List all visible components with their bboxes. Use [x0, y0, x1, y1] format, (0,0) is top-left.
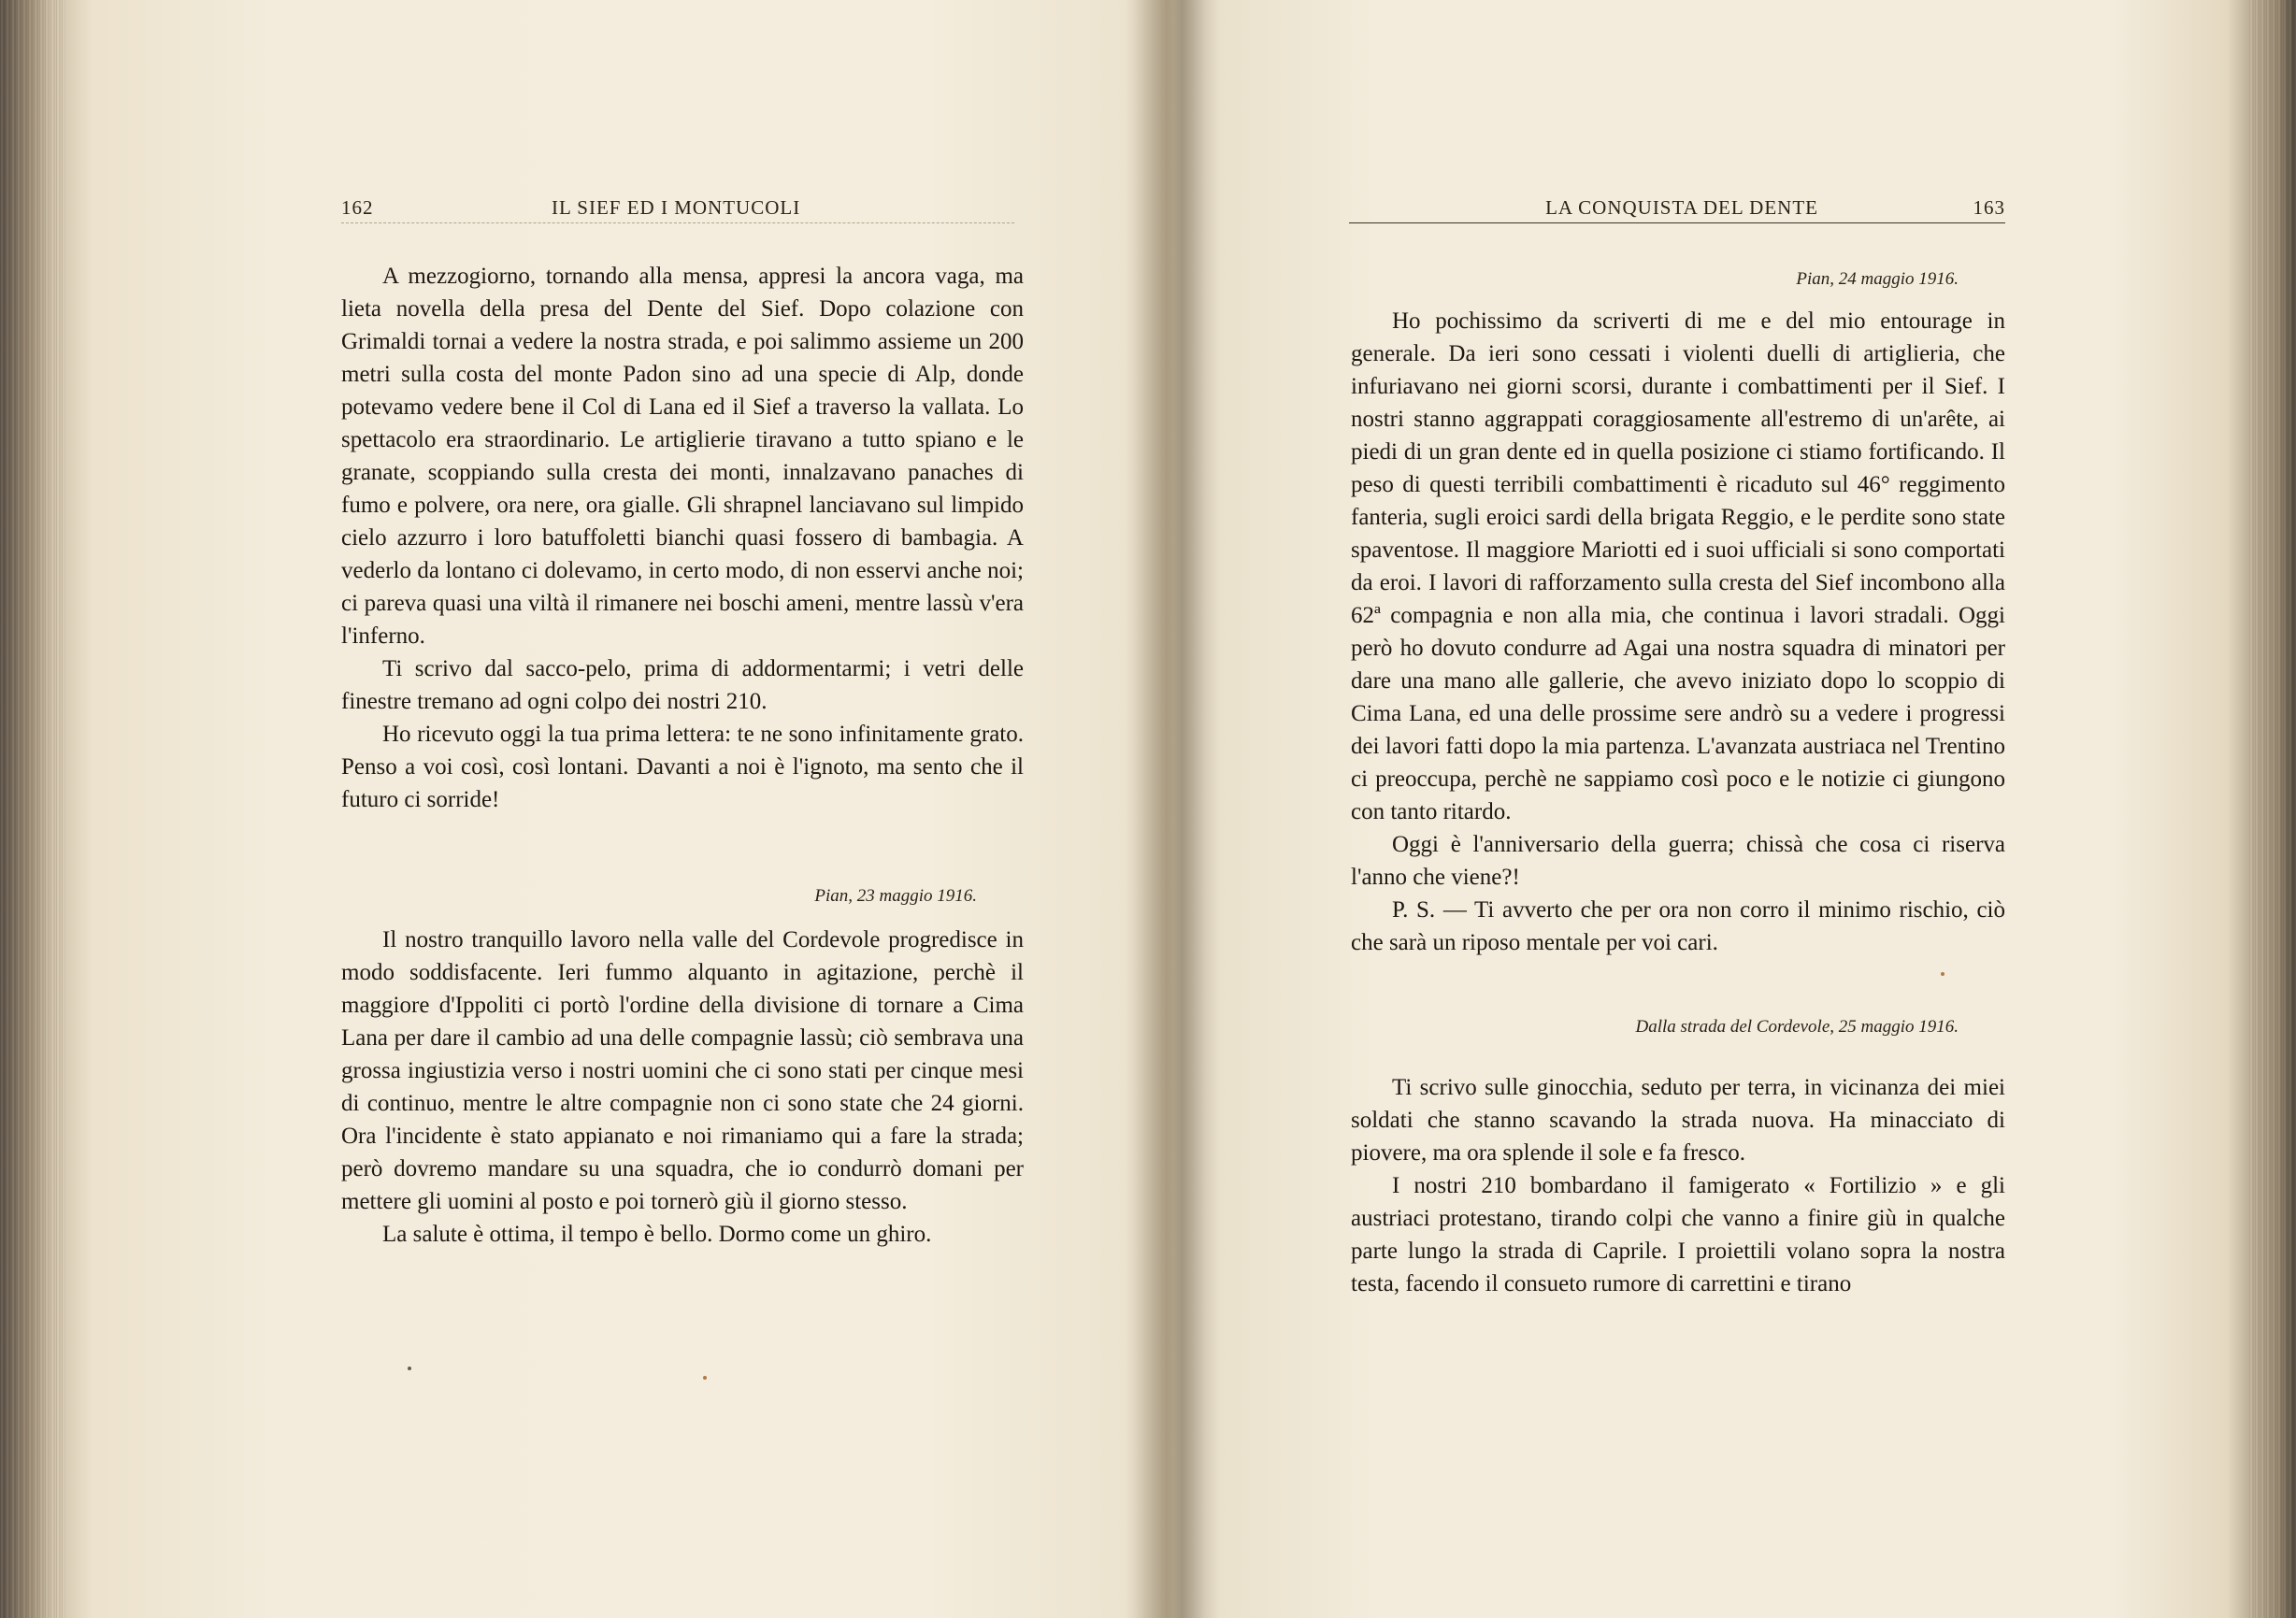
left-running-title: IL SIEF ED I MONTUCOLI	[552, 196, 801, 219]
left-section-1	[341, 260, 1024, 816]
right-dateline-2: Dalla strada del Cordevole, 25 maggio 1916.	[1635, 1017, 1959, 1037]
left-section-2	[341, 924, 1024, 1251]
paragraph: Ti scrivo sulle ginocchia, seduto per terra, in vicinanza dei miei soldati che stanno scavando la strada nuova. Ha minacciato di piovere, ma ora splende il sole e fa fresco.	[1351, 1075, 2005, 1166]
right-page-edges	[2249, 0, 2296, 1618]
right-section-2	[1351, 1071, 2005, 1300]
left-header-rule	[341, 222, 1014, 223]
paper-speck	[703, 1376, 707, 1380]
right-dateline-1: Pian, 24 maggio 1916.	[1796, 269, 1959, 289]
paragraph: P. S. — Ti avverto che per ora non corro il minimo rischio, ciò che sarà un riposo mentale per voi cari.	[1351, 897, 2005, 955]
right-header-rule	[1349, 222, 2005, 223]
right-running-title: LA CONQUISTA DEL DENTE	[1545, 196, 1818, 219]
paragraph: Ti scrivo dal sacco-pelo, prima di addormentarmi; i vetri delle finestre tremano ad ogni colpo dei nostri 210.	[341, 656, 1024, 714]
paper-speck	[408, 1367, 411, 1370]
paragraph: La salute è ottima, il tempo è bello. Dormo come un ghiro.	[382, 1222, 932, 1247]
paragraph: I nostri 210 bombardano il famigerato « Fortilizio » e gli austriaci protestano, tirando colpi che vanno a finire giù in qualche parte lungo la strada di Caprile. I proiettili volano sopra la nostra testa, facendo il consueto rumore di carrettini e tirano	[1351, 1173, 2005, 1296]
book-gutter	[1136, 0, 1220, 1618]
paper-speck	[1941, 972, 1944, 976]
left-page	[341, 0, 1024, 1618]
right-section-1	[1351, 305, 2005, 959]
left-page-edges	[0, 0, 65, 1618]
left-page-number: 162	[341, 196, 374, 219]
paragraph: Ho ricevuto oggi la tua prima lettera: te ne sono infinitamente grato. Penso a voi così, così lontani. Davanti a noi è l'ignoto, ma sento che il futuro ci sorride!	[341, 722, 1024, 812]
paragraph: Oggi è l'anniversario della guerra; chissà che cosa ci riserva l'anno che viene?!	[1351, 832, 2005, 890]
paragraph: Il nostro tranquillo lavoro nella valle del Cordevole progredisce in modo soddisfacente. Ieri fummo alquanto in agitazione, perchè il maggiore d'Ippoliti ci portò l'ordine della divisione di tornare a Cima Lana per dare il cambio ad una delle compagnie lassù; ciò sembrava una grossa ingiustizia verso i nostri uomini che ci sono stati per cinque mesi di continuo, mentre le altre compagnie non ci sono state che 24 giorni. Ora l'incidente è stato appianato e noi rimaniamo qui a fare la strada; però dovremo mandare su una squadra, che io condurrò domani per mettere gli uomini al posto e poi tornerò giù il giorno stesso.	[341, 927, 1024, 1214]
paragraph: A mezzogiorno, tornando alla mensa, appresi la ancora vaga, ma lieta novella della presa del Dente del Sief. Dopo colazione con Grimaldi tornai a vedere la nostra strada, e poi salimmo assieme un 200 metri sulla costa del monte Padon sino ad una specie di Alp, donde potevamo vedere bene il Col di Lana ed il Sief a traverso la vallata. Lo spettacolo era straordinario. Le artiglierie tiravano a tutto spiano e le granate, scoppiando sulla cresta dei monti, innalzavano panaches di fumo e polvere, ora nere, ora gialle. Gli shrapnel lanciavano sul limpido cielo azzurro i loro batuffoletti bianchi quasi fossero di bambagia. A vederlo da lontano ci dolevamo, in certo modo, di non esservi anche noi; ci pareva quasi una viltà il rimanere nei boschi ameni, mentre lassù v'era l'inferno.	[341, 264, 1024, 649]
right-page-number: 163	[1973, 196, 2005, 219]
left-dateline: Pian, 23 maggio 1916.	[814, 886, 977, 906]
paragraph: Ho pochissimo da scriverti di me e del mio entourage in generale. Da ieri sono cessati i violenti duelli di artiglieria, che infuriavano nei giorni scorsi, durante i combattimenti per il Sief. I nostri stanno aggrappati coraggiosamente all'estremo di un'arête, ai piedi di un gran dente ed in quella posizione ci stiamo fortificando. Il peso di questi terribili combattimenti è ricaduto sul 46° reggimento fanteria, sugli eroici sardi della brigata Reggio, e le perdite sono state spaventose. Il maggiore Mariotti ed i suoi ufficiali si sono comportati da eroi. I lavori di rafforzamento sulla cresta del Sief incombono alla 62ª compagnia e non alla mia, che continua i lavori stradali. Oggi però ho dovuto condurre ad Agai una nostra squadra di minatori per dare una mano alle gallerie, che avevo iniziato dopo lo scoppio di Cima Lana, ed una delle prossime sere andrò su a vedere i progressi dei lavori fatti dopo la mia partenza. L'avanzata austriaca nel Trentino ci preoccupa, perchè ne sappiamo così poco e le notizie ci giungono con tanto ritardo.	[1351, 308, 2005, 824]
right-page	[1351, 0, 2005, 1618]
